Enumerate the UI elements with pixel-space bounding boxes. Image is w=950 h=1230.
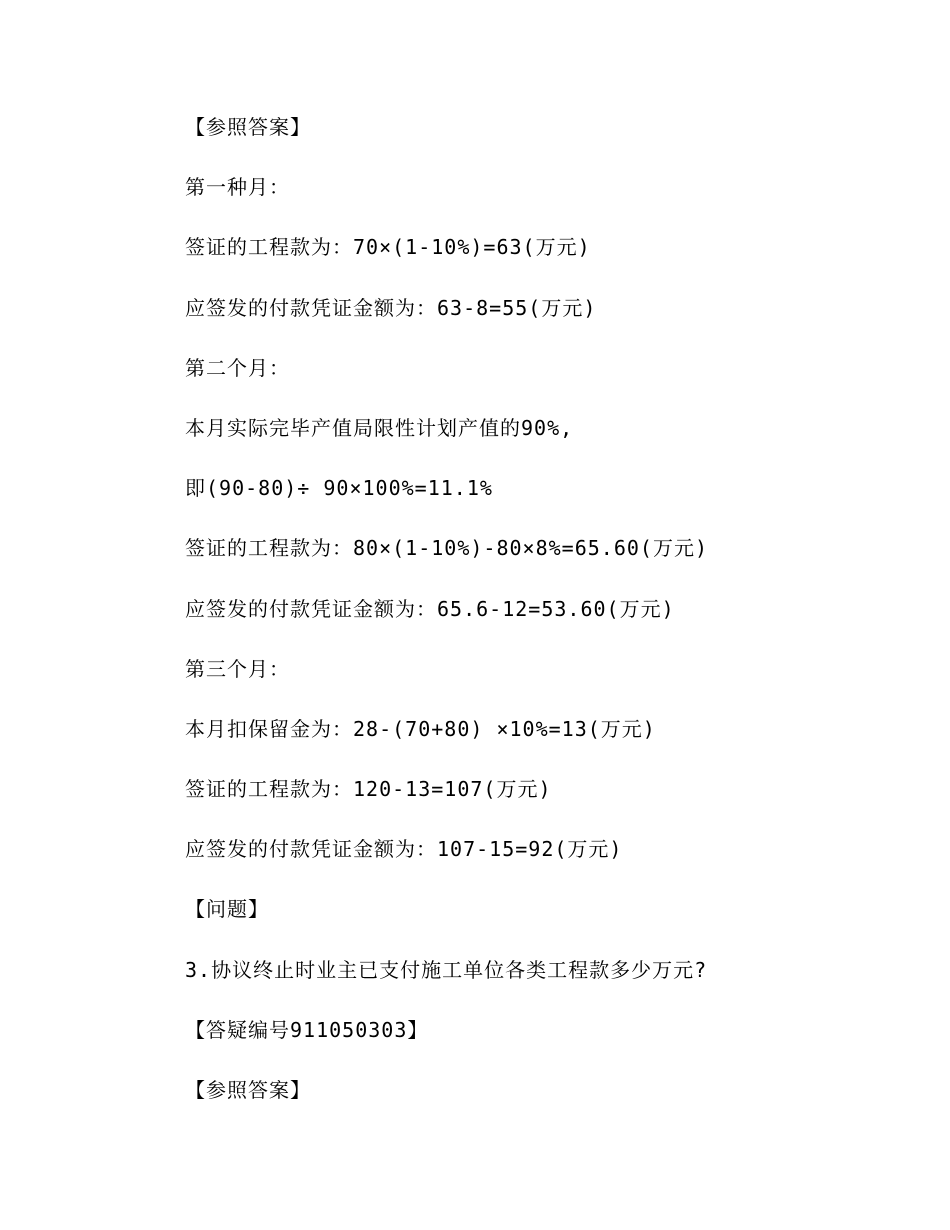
month-two-certified-amount: 签证的工程款为：80×(1-10%)-80×8%=65.60(万元) (185, 536, 708, 561)
month-three-retention: 本月扣保留金为：28-(70+80) ×10%=13(万元) (185, 716, 656, 741)
qa-reference-number: 【答疑编号911050303】 (185, 1017, 429, 1042)
month-one-payment-voucher: 应签发的付款凭证金额为：63-8=55(万元) (185, 295, 597, 320)
question-three-text: 3.协议终止时业主已支付施工单位各类工程款多少万元? (185, 957, 708, 982)
month-two-heading: 第二个月： (185, 355, 290, 380)
month-one-certified-amount: 签证的工程款为：70×(1-10%)=63(万元) (185, 235, 591, 260)
month-two-payment-voucher: 应签发的付款凭证金额为：65.6-12=53.60(万元) (185, 596, 675, 621)
month-one-heading: 第一种月： (185, 175, 290, 200)
month-three-heading: 第三个月： (185, 656, 290, 681)
month-two-output-note: 本月实际完毕产值局限性计划产值的90%, (185, 415, 574, 440)
month-two-ratio-calc: 即(90-80)÷ 90×100%=11.1% (185, 476, 493, 501)
section-heading-question: 【问题】 (185, 897, 269, 922)
month-three-payment-voucher: 应签发的付款凭证金额为：107-15=92(万元) (185, 837, 623, 862)
document-body (185, 112, 885, 1135)
section-heading-reference-answer: 【参照答案】 (185, 115, 311, 139)
section-heading-reference-answer-2: 【参照答案】 (185, 1078, 311, 1102)
month-three-certified-amount: 签证的工程款为：120-13=107(万元) (185, 777, 552, 802)
